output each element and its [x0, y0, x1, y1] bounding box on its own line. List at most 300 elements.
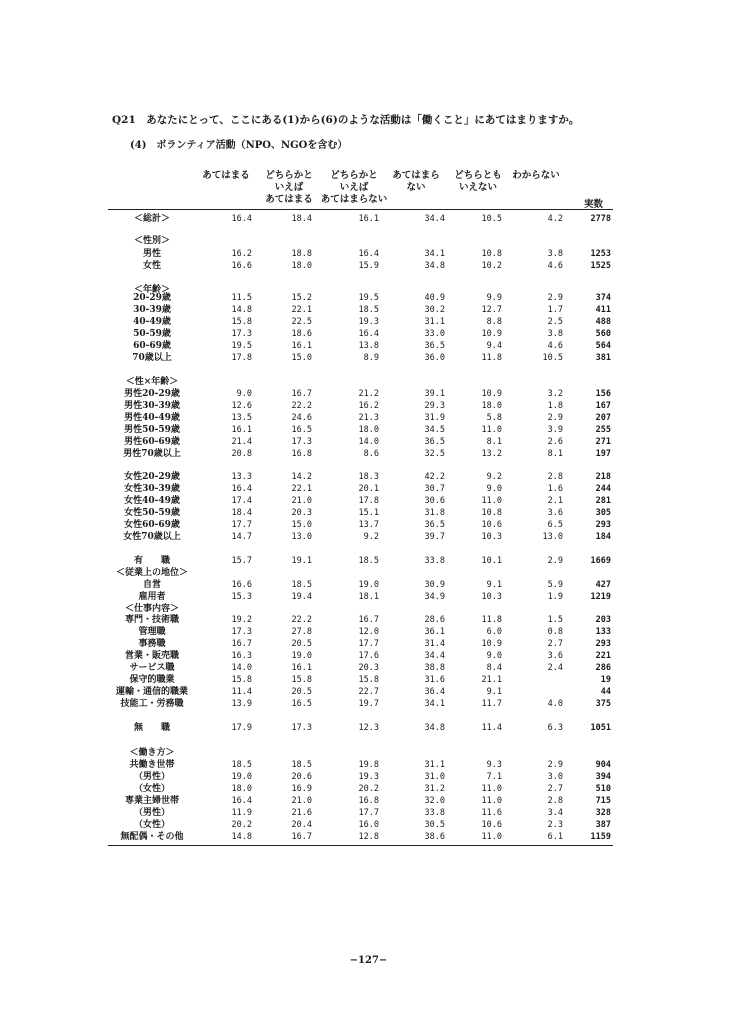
cell-value: 9.1 [486, 687, 502, 697]
cell-value: 22.7 [358, 687, 379, 697]
table-row [0, 519, 737, 531]
table-row [0, 352, 737, 364]
cell-value: 2.3 [547, 820, 563, 830]
cell-value: 12.6 [231, 401, 252, 411]
row-label: ＜年齢＞ [133, 285, 170, 295]
cell-value: 31.9 [424, 413, 445, 423]
row-label: ＜従業上の地位＞ [115, 568, 188, 578]
cell-value: 15.8 [231, 317, 252, 327]
table-row [0, 260, 737, 272]
cell-value: 12.7 [481, 305, 502, 315]
table-row [0, 235, 737, 247]
table-row [0, 248, 737, 260]
cell-value: 20.2 [231, 820, 252, 830]
cell-value: 30.5 [424, 820, 445, 830]
cell-value: 21.4 [231, 437, 252, 447]
cell-value: 22.2 [291, 401, 312, 411]
cell-value: 9.1 [486, 580, 502, 590]
cell-value: 17.8 [231, 353, 252, 363]
cell-value: 16.6 [231, 580, 252, 590]
cell-value: 13.7 [358, 520, 379, 530]
row-label: 60-69歳 [133, 341, 171, 351]
cell-value: 156 [595, 389, 611, 399]
table-row [0, 686, 737, 698]
cell-value: 36.4 [424, 687, 445, 697]
cell-value: 16.4 [231, 796, 252, 806]
cell-value: 16.7 [358, 615, 379, 625]
row-label: ＜性×年齢＞ [125, 377, 179, 387]
table-row [0, 213, 737, 225]
cell-value: 16.7 [231, 639, 252, 649]
cell-value: 11.4 [231, 687, 252, 697]
cell-value: 18.3 [358, 472, 379, 482]
cell-value: 167 [595, 401, 611, 411]
cell-value: 6.5 [547, 520, 563, 530]
cell-value: 17.4 [231, 496, 252, 506]
cell-value: 17.3 [291, 723, 312, 733]
cell-value: 30.7 [424, 484, 445, 494]
cell-value: 11.7 [481, 699, 502, 709]
cell-value: 411 [595, 305, 611, 315]
cell-value: 11.8 [481, 353, 502, 363]
cell-value: 22.1 [291, 305, 312, 315]
cell-value: 18.5 [231, 760, 252, 770]
cell-value: 564 [595, 341, 611, 351]
page-number: −127− [349, 955, 388, 966]
cell-value: 7.1 [486, 772, 502, 782]
column-header-1 [256, 170, 322, 206]
cell-value: 24.6 [291, 413, 312, 423]
cell-value: 6.3 [547, 723, 563, 733]
cell-value: 19.4 [291, 592, 312, 602]
cell-value: 14.8 [231, 832, 252, 842]
cell-value: 18.6 [291, 329, 312, 339]
cell-value: 488 [595, 317, 611, 327]
cell-value: 207 [595, 413, 611, 423]
table-row [0, 292, 737, 304]
cell-value: 28.6 [424, 615, 445, 625]
row-label: 男性50-59歳 [124, 425, 180, 435]
cell-value: 3.2 [547, 389, 563, 399]
cell-value: 13.9 [231, 699, 252, 709]
cell-value: 20.5 [291, 687, 312, 697]
table-row [0, 662, 737, 674]
table-row [0, 388, 737, 400]
cell-value: 2.9 [547, 760, 563, 770]
row-label: ＜総計＞ [133, 214, 170, 224]
cell-value: 4.6 [547, 341, 563, 351]
row-label: 営業・販売職 [124, 651, 179, 661]
cell-value: 203 [595, 615, 611, 625]
cell-value: 29.3 [424, 401, 445, 411]
cell-value: 9.2 [363, 532, 379, 542]
cell-value: 16.2 [358, 401, 379, 411]
cell-value: 34.5 [424, 425, 445, 435]
row-label: 30-39歳 [133, 305, 171, 315]
cell-value: 3.6 [547, 651, 563, 661]
cell-value: 15.7 [231, 556, 252, 566]
cell-value: 8.1 [486, 437, 502, 447]
table-row [0, 831, 737, 843]
row-label: 女性30-39歳 [124, 484, 180, 494]
cell-value: 17.9 [231, 723, 252, 733]
row-label: 女性40-49歳 [124, 496, 180, 506]
cell-value: 16.4 [231, 484, 252, 494]
table-row [0, 722, 737, 734]
cell-value: 44 [600, 687, 611, 697]
cell-value: 19.5 [231, 341, 252, 351]
cell-value: 11.4 [481, 723, 502, 733]
cell-value: 17.3 [231, 627, 252, 637]
cell-value: 15.1 [358, 508, 379, 518]
cell-value: 30.2 [424, 305, 445, 315]
cell-value: 11.6 [481, 808, 502, 818]
cell-value: 2.6 [547, 437, 563, 447]
table-row [0, 819, 737, 831]
cell-value: 38.6 [424, 832, 445, 842]
row-label: ＜仕事内容＞ [124, 604, 179, 614]
cell-value: 6.0 [486, 627, 502, 637]
row-label: 共働き世帯 [129, 760, 175, 770]
cell-value: 1.5 [547, 615, 563, 625]
cell-value: 427 [595, 580, 611, 590]
column-header-2 [318, 170, 390, 206]
table-row [0, 328, 737, 340]
column-header-line: いえない [458, 182, 497, 193]
cell-value: 16.4 [358, 249, 379, 259]
cell-value: 3.4 [547, 808, 563, 818]
row-label: 専業主婦世帯 [124, 796, 179, 806]
cell-value: 11.5 [231, 293, 252, 303]
table-row [0, 340, 737, 352]
cell-value: 14.0 [231, 663, 252, 673]
cell-value: 17.7 [358, 808, 379, 818]
cell-value: 20.5 [291, 639, 312, 649]
cell-value: 244 [595, 484, 611, 494]
column-header-line: ない [406, 182, 426, 193]
cell-value: 19.5 [358, 293, 379, 303]
row-label: 男性40-49歳 [124, 413, 180, 423]
cell-value: 27.8 [291, 627, 312, 637]
cell-value: 30.6 [424, 496, 445, 506]
cell-value: 133 [595, 627, 611, 637]
cell-value: 1253 [590, 249, 611, 259]
cell-value: 11.0 [481, 425, 502, 435]
cell-value: 19.8 [358, 760, 379, 770]
cell-value: 31.1 [424, 317, 445, 327]
cell-value: 11.0 [481, 496, 502, 506]
cell-value: 2.1 [547, 496, 563, 506]
cell-value: 305 [595, 508, 611, 518]
cell-value: 2.7 [547, 784, 563, 794]
cell-value: 18.4 [231, 508, 252, 518]
cell-value: 715 [595, 796, 611, 806]
cell-value: 8.8 [486, 317, 502, 327]
row-label: 無 職 [133, 723, 170, 733]
table-row [0, 759, 737, 771]
cell-value: 33.8 [424, 556, 445, 566]
table-row [0, 531, 737, 543]
cell-value: 10.9 [481, 639, 502, 649]
cell-value: 9.2 [486, 472, 502, 482]
column-header-line: あてはまる [202, 170, 250, 181]
column-header-line: どちらかと [265, 170, 313, 181]
cell-value: 8.4 [486, 663, 502, 673]
cell-value: 8.9 [363, 353, 379, 363]
column-header-4 [448, 170, 508, 194]
cell-value: 36.0 [424, 353, 445, 363]
row-label: 男性60-69歳 [124, 437, 180, 447]
cell-value: 16.0 [358, 820, 379, 830]
cell-value: 2.9 [547, 556, 563, 566]
cell-value: 3.0 [547, 772, 563, 782]
question-text: Q21 あなたにとって、ここにある(1)から(6)のような活動は「働くこと」にあてはまりますか。 [112, 114, 580, 126]
cell-value: 16.5 [291, 425, 312, 435]
cell-value: 16.8 [291, 449, 312, 459]
cell-value: 21.2 [358, 389, 379, 399]
row-label: 50-59歳 [133, 329, 171, 339]
cell-value: 19.0 [291, 651, 312, 661]
table-row [0, 471, 737, 483]
cell-value: 1669 [590, 556, 611, 566]
table-row [0, 495, 737, 507]
table-row [0, 807, 737, 819]
table-row [0, 424, 737, 436]
cell-value: 19.1 [291, 556, 312, 566]
cell-value: 9.0 [486, 651, 502, 661]
cell-value: 2.9 [547, 413, 563, 423]
table-row [0, 650, 737, 662]
cell-value: 15.8 [291, 675, 312, 685]
cell-value: 13.2 [481, 449, 502, 459]
cell-value: 20.3 [358, 663, 379, 673]
cell-value: 10.5 [481, 214, 502, 224]
cell-value: 374 [595, 293, 611, 303]
table-row [0, 376, 737, 388]
row-label: 女性 [142, 261, 161, 271]
cell-value: 39.1 [424, 389, 445, 399]
cell-value: 34.9 [424, 592, 445, 602]
cell-value: 36.1 [424, 627, 445, 637]
row-label: 雇用者 [138, 592, 166, 602]
cell-value: 16.2 [231, 249, 252, 259]
cell-value: 21.0 [291, 796, 312, 806]
cell-value: 32.0 [424, 796, 445, 806]
row-label: 自営 [142, 580, 161, 590]
cell-value: 11.8 [481, 615, 502, 625]
row-label: 無配偶・その他 [120, 832, 184, 842]
cell-value: 2.5 [547, 317, 563, 327]
cell-value: 11.9 [231, 808, 252, 818]
cell-value: 9.4 [486, 341, 502, 351]
row-label: ＜性別＞ [133, 236, 170, 246]
cell-value: 34.4 [424, 214, 445, 224]
cell-value: 33.0 [424, 329, 445, 339]
column-header-line: あてはまら [392, 170, 440, 181]
table-row [0, 747, 737, 759]
cell-value: 394 [595, 772, 611, 782]
cell-value: 10.1 [481, 556, 502, 566]
cell-value: 18.5 [358, 305, 379, 315]
cell-value: 16.4 [358, 329, 379, 339]
table-row [0, 771, 737, 783]
cell-value: 1159 [590, 832, 611, 842]
cell-value: 21.6 [291, 808, 312, 818]
table-row [0, 783, 737, 795]
cell-value: 20.8 [231, 449, 252, 459]
cell-value: 3.8 [547, 249, 563, 259]
cell-value: 17.7 [231, 520, 252, 530]
cell-value: 221 [595, 651, 611, 661]
row-label: 管理職 [138, 627, 166, 637]
cell-value: 510 [595, 784, 611, 794]
cell-value: 10.5 [542, 353, 563, 363]
row-label: 女性20-29歳 [124, 472, 180, 482]
cell-value: 4.6 [547, 261, 563, 271]
table-row [0, 412, 737, 424]
cell-value: 18.0 [358, 425, 379, 435]
cell-value: 12.3 [358, 723, 379, 733]
cell-value: 19.3 [358, 317, 379, 327]
table-row [0, 483, 737, 495]
cell-value: 381 [595, 353, 611, 363]
cell-value: 17.7 [358, 639, 379, 649]
cell-value: 15.0 [291, 520, 312, 530]
cell-value: 16.4 [231, 214, 252, 224]
cell-value: 6.1 [547, 832, 563, 842]
column-header-5 [508, 170, 564, 182]
cell-value: 328 [595, 808, 611, 818]
cell-value: 271 [595, 437, 611, 447]
row-label: （女性） [133, 820, 170, 830]
cell-value: 20.3 [291, 508, 312, 518]
cell-value: 4.0 [547, 699, 563, 709]
cell-value: 16.7 [291, 389, 312, 399]
cell-value: 10.9 [481, 329, 502, 339]
cell-value: 12.0 [358, 627, 379, 637]
row-label: （男性） [133, 772, 170, 782]
table-row [0, 698, 737, 710]
cell-value: 387 [595, 820, 611, 830]
cell-value: 22.5 [291, 317, 312, 327]
cell-value: 34.4 [424, 651, 445, 661]
cell-value: 38.8 [424, 663, 445, 673]
cell-value: 13.3 [231, 472, 252, 482]
cell-value: 15.2 [291, 293, 312, 303]
column-header-0 [196, 170, 256, 182]
cell-value: 16.9 [291, 784, 312, 794]
cell-value: 14.2 [291, 472, 312, 482]
cell-value: 2.8 [547, 472, 563, 482]
cell-value: 42.2 [424, 472, 445, 482]
cell-value: 1525 [590, 261, 611, 271]
cell-value: 1.6 [547, 484, 563, 494]
cell-value: 1.8 [547, 401, 563, 411]
cell-value: 31.1 [424, 760, 445, 770]
row-label: （女性） [133, 784, 170, 794]
cell-value: 2.8 [547, 796, 563, 806]
cell-value: 4.2 [547, 214, 563, 224]
cell-value: 17.3 [291, 437, 312, 447]
cell-value: 293 [595, 639, 611, 649]
table-row [0, 567, 737, 579]
table-row [0, 626, 737, 638]
cell-value: 18.0 [481, 401, 502, 411]
column-header-line: どちらとも [454, 170, 502, 181]
cell-value: 15.8 [231, 675, 252, 685]
column-header-line: いえば [339, 182, 369, 193]
cell-value: 16.1 [291, 341, 312, 351]
cell-value: 22.2 [291, 615, 312, 625]
cell-value: 11.0 [481, 796, 502, 806]
row-label: 事務職 [138, 639, 166, 649]
cell-value: 31.0 [424, 772, 445, 782]
cell-value: 31.6 [424, 675, 445, 685]
cell-value: 21.3 [358, 413, 379, 423]
row-label: 専門・技術職 [124, 615, 179, 625]
column-header-line: あてはまらない [320, 194, 388, 205]
row-label: 運輸・通信的職業 [115, 687, 188, 697]
cell-value: 19.0 [358, 580, 379, 590]
row-label: 保守的職業 [129, 675, 175, 685]
cell-value: 1219 [590, 592, 611, 602]
cell-value: 19.0 [231, 772, 252, 782]
cell-value: 10.8 [481, 249, 502, 259]
cell-value: 12.8 [358, 832, 379, 842]
cell-value: 18.0 [231, 784, 252, 794]
cell-value: 21.1 [481, 675, 502, 685]
cell-value: 18.5 [291, 760, 312, 770]
cell-value: 0.8 [547, 627, 563, 637]
cell-value: 19.7 [358, 699, 379, 709]
cell-value: 18.0 [291, 261, 312, 271]
cell-value: 18.5 [291, 580, 312, 590]
row-label: 40-49歳 [133, 317, 171, 327]
cell-value: 13.5 [231, 413, 252, 423]
row-label: 20-29歳 [133, 293, 171, 303]
column-header-line: いえば [274, 182, 304, 193]
cell-value: 255 [595, 425, 611, 435]
table-row [0, 400, 737, 412]
cell-value: 14.8 [231, 305, 252, 315]
cell-value: 16.6 [231, 261, 252, 271]
row-label: ＜働き方＞ [129, 748, 175, 758]
cell-value: 375 [595, 699, 611, 709]
cell-value: 218 [595, 472, 611, 482]
cell-value: 10.6 [481, 820, 502, 830]
cell-value: 13.0 [542, 532, 563, 542]
row-label: 女性70歳以上 [123, 532, 181, 542]
cell-value: 30.9 [424, 580, 445, 590]
subtitle: (4) ボランティア活動（NPO、NGOを含む） [130, 140, 348, 151]
row-label: 70歳以上 [132, 353, 172, 363]
cell-value: 9.3 [486, 760, 502, 770]
cell-value: 15.3 [231, 592, 252, 602]
cell-value: 18.4 [291, 214, 312, 224]
column-header-count: 実数 [584, 199, 604, 210]
table-row [0, 579, 737, 591]
cell-value: 560 [595, 329, 611, 339]
cell-value: 2.7 [547, 639, 563, 649]
cell-value: 1051 [590, 723, 611, 733]
cell-value: 10.8 [481, 508, 502, 518]
cell-value: 34.1 [424, 699, 445, 709]
cell-value: 22.1 [291, 484, 312, 494]
cell-value: 20.1 [358, 484, 379, 494]
column-header-line: あてはまる [265, 194, 313, 205]
cell-value: 9.0 [486, 484, 502, 494]
table-row [0, 448, 737, 460]
